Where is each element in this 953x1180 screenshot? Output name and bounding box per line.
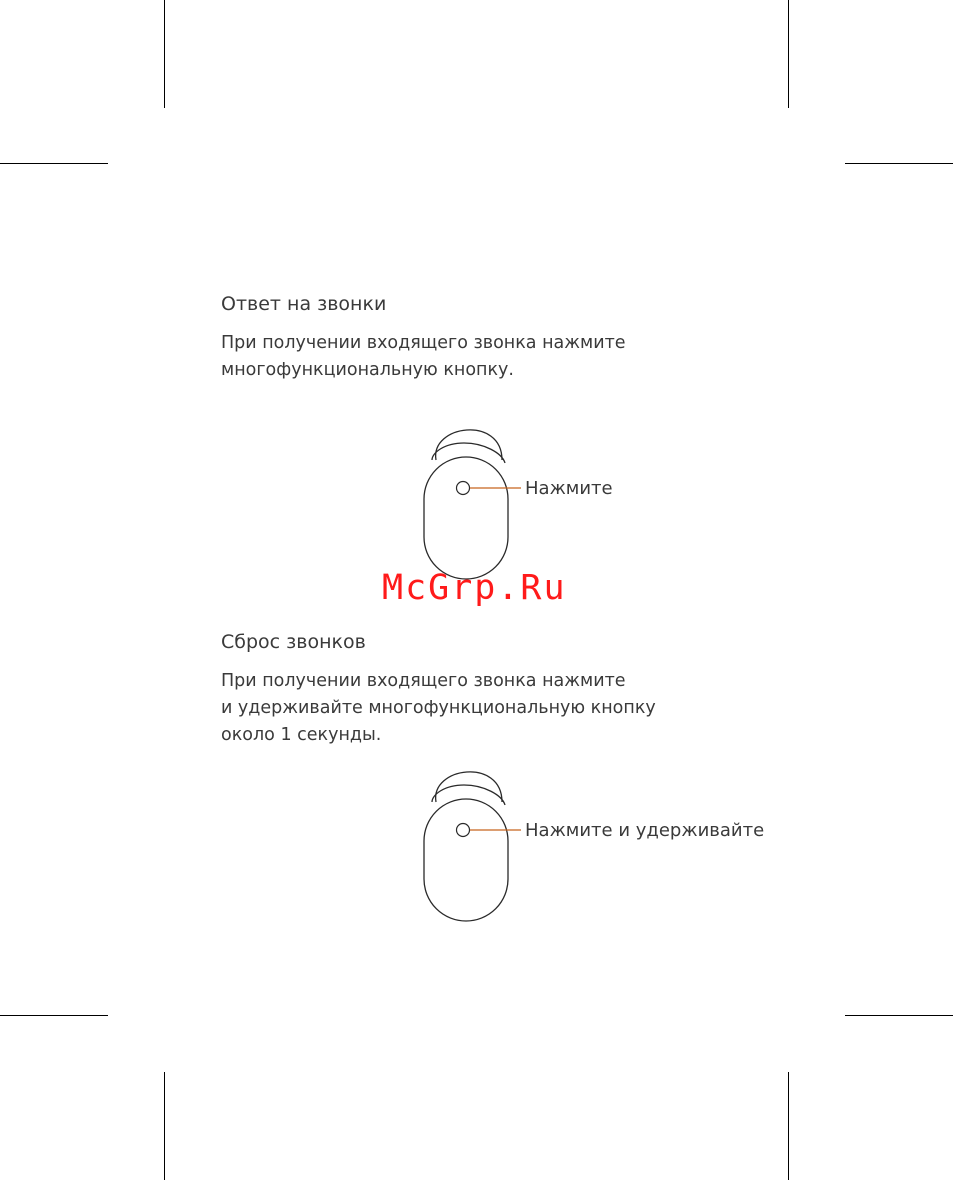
crop-mark-top-left-vertical — [164, 0, 165, 108]
section-title-reject-calls: Сброс звонков — [221, 631, 366, 653]
text-line: многофункциональную кнопку. — [221, 360, 514, 380]
button-marker-icon — [457, 824, 470, 837]
text-line: При получении входящего звонка нажмите — [221, 333, 626, 353]
section-text-answer-calls — [221, 330, 626, 384]
text-line: около 1 секунды. — [221, 725, 382, 745]
watermark: McGrp.Ru — [382, 568, 567, 608]
crop-mark-top-right-horizontal — [845, 163, 953, 164]
earphone-icon — [410, 757, 590, 937]
crop-mark-bottom-right-horizontal — [845, 1015, 953, 1016]
crop-mark-top-right-vertical — [788, 0, 789, 108]
callout-label-press: Нажмите — [525, 478, 613, 499]
text-line: При получении входящего звонка нажмите — [221, 671, 626, 691]
button-marker-icon — [457, 482, 470, 495]
callout-label-press-and-hold: Нажмите и удерживайте — [525, 820, 765, 841]
section-title-answer-calls: Ответ на звонки — [221, 293, 387, 315]
crop-mark-bottom-left-horizontal — [0, 1015, 108, 1016]
crop-mark-bottom-left-vertical — [164, 1072, 165, 1180]
crop-mark-bottom-right-vertical — [788, 1072, 789, 1180]
text-line: и удерживайте многофункциональную кнопку — [221, 698, 656, 718]
crop-mark-top-left-horizontal — [0, 163, 108, 164]
section-text-reject-calls — [221, 668, 656, 749]
